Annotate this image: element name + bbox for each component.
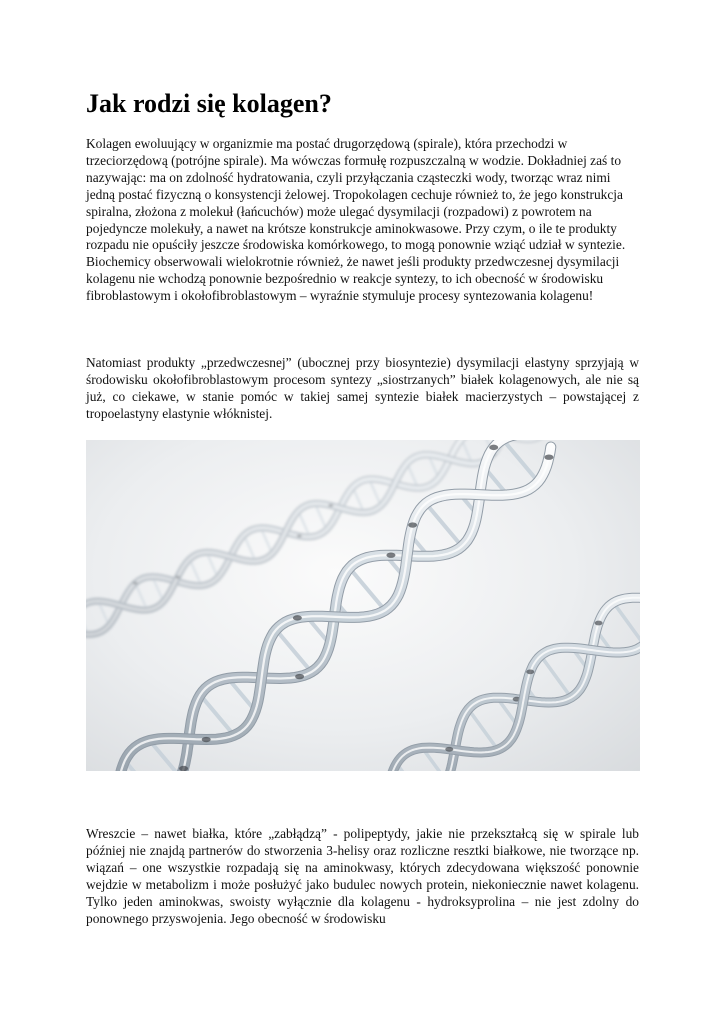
strand-reflection — [202, 737, 211, 742]
strand-reflection — [179, 766, 188, 771]
base-pair-rung — [200, 695, 234, 735]
strand-reflection — [328, 504, 333, 507]
backbone-strand — [86, 440, 640, 635]
base-pair-rung — [276, 630, 311, 672]
strand-reflection — [526, 669, 534, 674]
backbone-shadow — [86, 440, 640, 635]
page-title: Jak rodzi się kolagen? — [86, 89, 332, 118]
strand-reflection — [595, 621, 603, 626]
base-pair-rung — [349, 568, 385, 610]
base-pair-rung — [613, 603, 640, 645]
strand-reflection — [408, 522, 417, 527]
backbone-highlight — [386, 548, 640, 771]
helix-back — [86, 440, 640, 635]
base-pair-rung — [468, 709, 497, 749]
helix-main — [116, 440, 553, 771]
base-pair-rung — [503, 440, 538, 482]
dna-helix-illustration — [86, 440, 640, 771]
base-pair-rung — [541, 656, 571, 698]
strand-reflection — [295, 674, 304, 679]
paragraph-elastin-products: Natomiast produkty „przedwczesnej” (ubocznej przy biosyntezie) dysymilacji elastyny sprzyjają w środowisku okołofibroblastowym procesom syntezy „siostrzanych” białek kolagenowych, ale nie są już, co ciekawe, w stanie pomóc w takiej samej syntezie białek macierzystych – powstającej z tropoelastyny elastynie włóknistej. — [86, 355, 639, 421]
helix-right — [386, 546, 640, 771]
backbone-shadow — [86, 440, 640, 630]
strand-reflection — [489, 445, 498, 450]
strand-reflection — [386, 552, 395, 557]
strand-reflection — [133, 582, 138, 585]
strand-reflection — [297, 534, 302, 537]
strand-reflection — [544, 455, 553, 460]
strand-reflection — [445, 747, 453, 752]
backbone-highlight — [86, 440, 640, 630]
backbone-highlight — [86, 440, 640, 635]
paragraph-protein-breakdown: Wreszcie – nawet białka, które „zabłądzą” - polipeptydy, jakie nie przekształcą się w spirale lub później nie znajdą partnerów do stworzenia 3-helisy oraz rozliczne resztki białkowe, nie tworzące np. wiązań – one wszystkie rozpadają się na aminokwasy, których zdecydowana większość ponownie wejdzie w metabolizm i może posłużyć jako budulec nowych protein, niekoniecznie nawet kolagenu. Tylko jeden aminokwas, swoisty wyłącznie dla kolagenu - hydroksyprolina – nie jest zdolny do ponownego przyswojenia. Jego obecność w środowisku — [86, 826, 639, 926]
backbone-strand — [86, 440, 640, 630]
base-pair-rung — [426, 503, 462, 546]
strand-reflection — [293, 615, 302, 620]
strand-reflection — [175, 576, 180, 579]
paragraph-collagen-evolution: Kolagen ewoluujący w organizmie ma postać drugorzędową (spirale), która przechodzi w trzeciorzędową (potrójne spirale). Ma wówczas formułę rozpuszczalną w wodzie. Dokładniej zaś to nazywając: ma on zdolność hydratowania, czyli przyłączania cząsteczki wody, tworząc wraz nimi jedną postać fizyczną o konsystencji żelowej. Tropokolagen cechuje również to, że jego konstrukcja spiralna, złożona z molekuł (łańcuchów) może ulegać dysymilacji (rozpadowi) z powrotem na pojedyncze molekuły, a nawet na krótsze konstrukcje aminokwasowe. Przy czym, o ile te produkty rozpadu nie opuściły jeszcze środowiska komórkowego, to mogą ponownie wziąć udział w syntezie. Biochemicy obserwowali wielokrotnie również, że nawet jeśli produkty przedwczesnej dysymilacji kolagenu nie wchodzą ponownie bezpośrednio w reakcje syntezy, to ich obecność w środowisku fibroblastowym i okołofibroblastowym – wyraźnie stymuluje procesy syntezowania kolagenu! — [86, 136, 626, 304]
dna-helix-image — [86, 440, 640, 771]
